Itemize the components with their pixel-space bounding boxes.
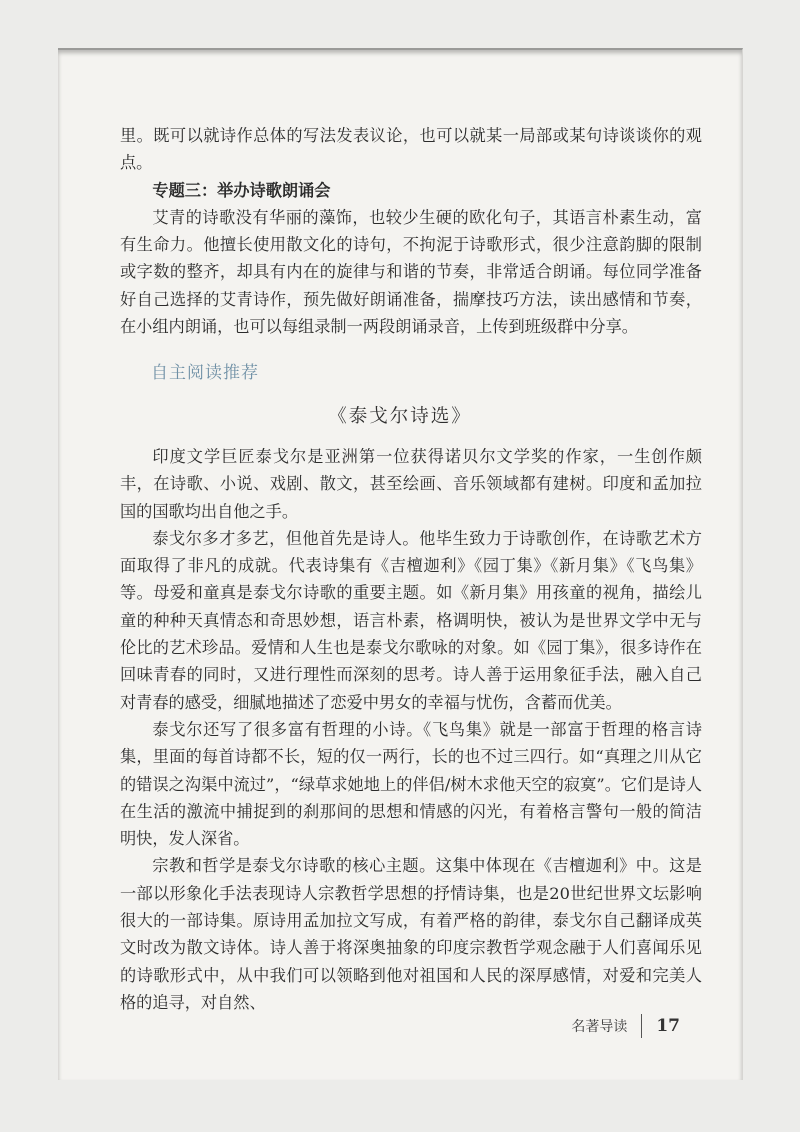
paragraph: 宗教和哲学是泰戈尔诗歌的核心主题。这集中体现在《吉檀迦利》中。这是一部以形象化手法表现诗人宗教哲学思想的抒情诗集，也是20世纪世界文坛影响很大的一部诗集。原诗用孟加拉文写成，有着严格的韵律，泰戈尔自己翻译成英文时改为散文诗体。诗人善于将深奥抽象的印度宗教哲学观念融于人们喜闻乐见的诗歌形式中，从中我们可以领略到他对祖国和人民的深厚感情，对爱和完美人格的追寻，对自然、 xyxy=(120,856,702,1012)
carryover-line: 里。既可以就诗作总体的写法发表议论，也可以就某一局部或某句诗谈谈你的观点。 xyxy=(120,126,702,173)
page-footer xyxy=(571,1012,680,1040)
book-title: 《泰戈尔诗选》 xyxy=(328,406,472,427)
footer-divider xyxy=(641,1014,642,1038)
page-number: 17 xyxy=(656,1016,680,1036)
book-page xyxy=(58,48,743,1080)
footer-label: 名著导读 xyxy=(571,1019,628,1035)
article-body xyxy=(120,443,702,1016)
topic-paragraph: 艾青的诗歌没有华丽的藻饰，也较少生硬的欧化句子，其语言朴素生动，富有生命力。他擅长使用散文化的诗句，不拘泥于诗歌形式，很少注意韵脚的限制或字数的整齐，却具有内在的旋律与和谐的节奏，非常适合朗诵。每位同学准备好自己选择的艾青诗作，预先做好朗诵准备，揣摩技巧方法，读出感情和节奏，在小组内朗诵，也可以每组录制一两段朗诵录音，上传到班级群中分享。 xyxy=(120,207,702,337)
paragraph: 印度文学巨匠泰戈尔是亚洲第一位获得诺贝尔文学奖的作家，一生创作颇丰，在诗歌、小说、戏剧、散文，甚至绘画、音乐领域都有建树。印度和孟加拉国的国歌均出自他之手。 xyxy=(120,447,702,521)
section-title: 自主阅读推荐 xyxy=(151,363,259,383)
paragraph: 泰戈尔还写了很多富有哲理的小诗。《飞鸟集》就是一部富于哲理的格言诗集，里面的每首诗都不长，短的仅一两行，长的也不过三四行。如“真理之川从它的错误之沟渠中流过”，“绿草求她地上的伴侣/树木求他天空的寂寞”。它们是诗人在生活的激流中捕捉到的刹那间的思想和情感的闪光，有着格言警句一般的简洁明快，发人深省。 xyxy=(120,719,702,849)
topic-heading: 专题三：举办诗歌朗诵会 xyxy=(152,180,331,200)
top-section xyxy=(120,122,702,340)
paragraph: 泰戈尔多才多艺，但他首先是诗人。他毕生致力于诗歌创作，在诗歌艺术方面取得了非凡的成就。代表诗集有《吉檀迦利》《园丁集》《新月集》《飞鸟集》等。母爱和童真是泰戈尔诗歌的重要主题。如《新月集》用孩童的视角，描绘儿童的种种天真情态和奇思妙想，语言朴素，格调明快，被认为是世界文学中无与伦比的艺术珍品。爱情和人生也是泰戈尔歌咏的对象。如《园丁集》，很多诗作在回味青春的同时，又进行理性而深刻的思考。诗人善于运用象征手法，融入自己对青春的感受，细腻地描述了恋爱中男女的幸福与忧伤，含蓄而优美。 xyxy=(120,528,702,712)
